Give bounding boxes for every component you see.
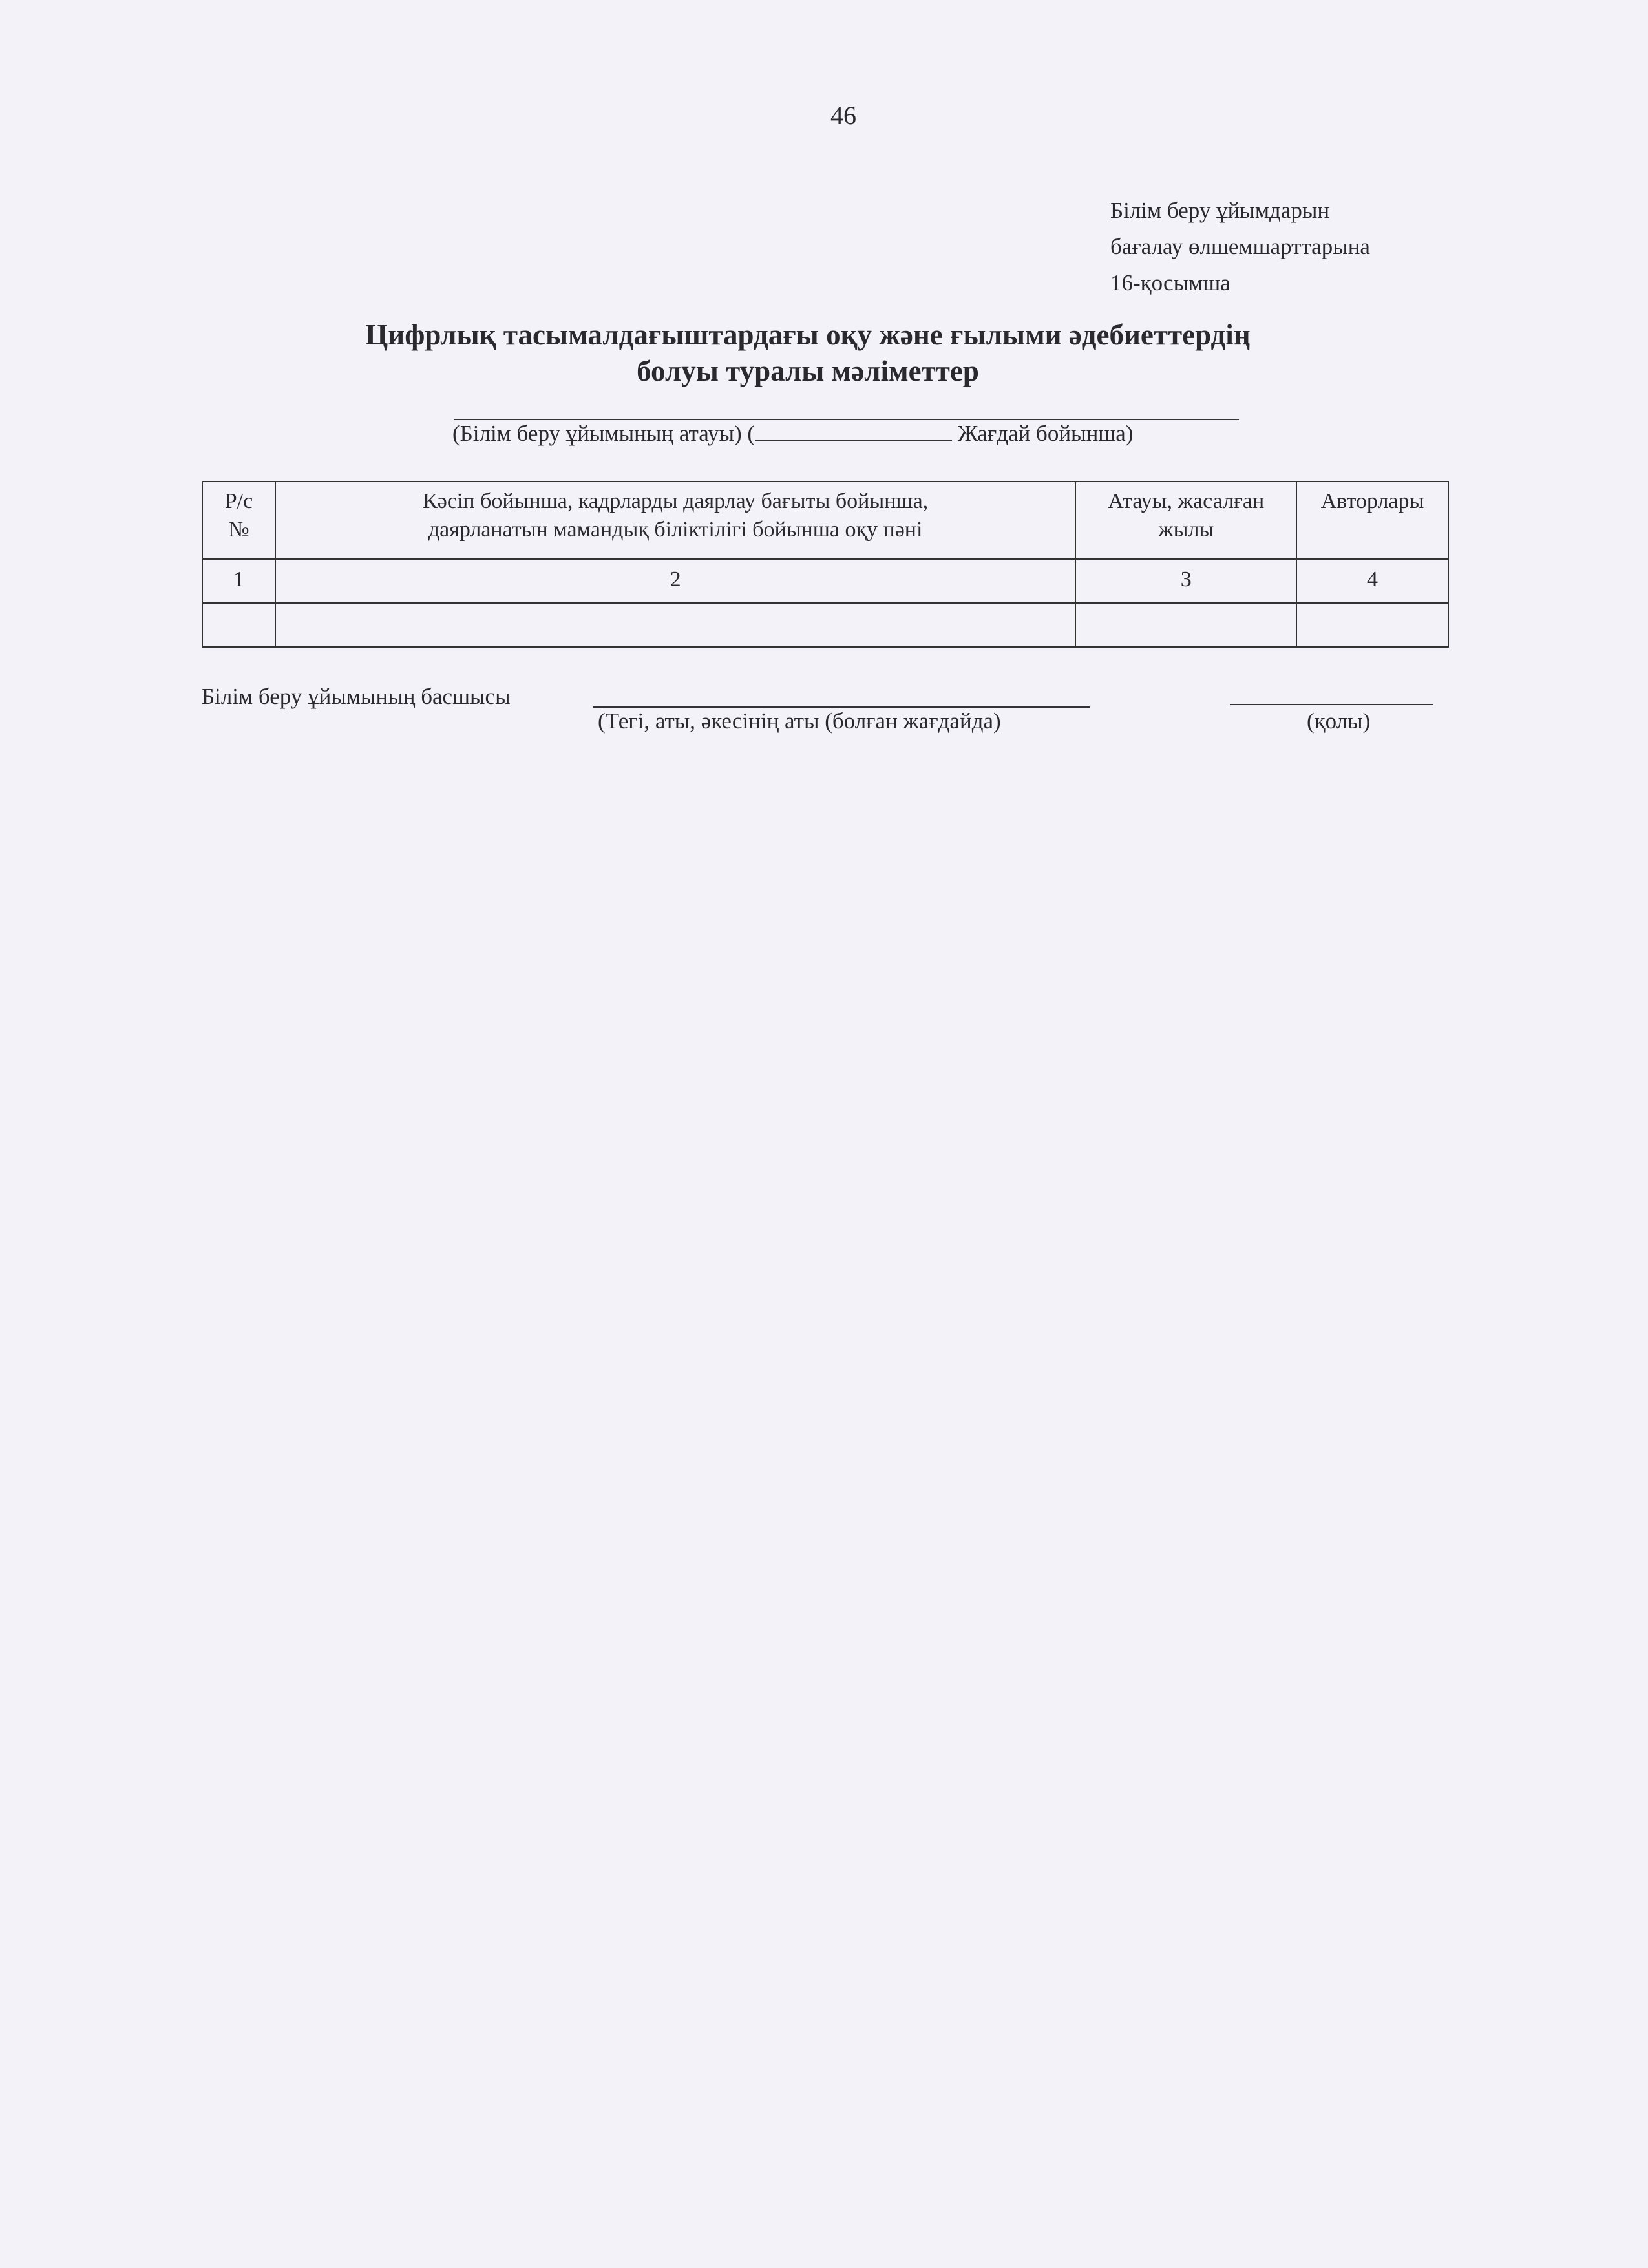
date-blank-line [755,421,952,441]
table-column-number-row [202,559,1448,603]
header-cell-title-year: Атауы, жасалған жылы [1075,482,1296,559]
header-cell-subject: Кәсіп бойынша, кадрларды даярлау бағыты бойынша, даярланатын мамандық біліктілігі бойынша оқу пәні [275,482,1075,559]
table-header-row [202,482,1448,559]
appendix-line-3: 16-қосымша [1110,270,1231,295]
appendix-note [1110,193,1370,301]
signature-blank-line [1230,704,1433,705]
org-name-blank-line [454,419,1239,420]
appendix-line-1: Білім беру ұйымдарын [1110,198,1330,223]
name-blank-line [593,706,1090,708]
literature-table [202,481,1449,648]
header-cell-number: Р/с № [202,482,275,559]
table-cell [275,603,1075,647]
table-cell [1075,603,1296,647]
column-number-cell: 1 [202,559,275,603]
org-caption [452,421,1133,447]
header-cell-authors: Авторлары [1296,482,1448,559]
title-line-1: Цифрлық тасымалдағыштардағы оқу және ғылыми әдебиеттердің [365,319,1251,351]
column-number-cell: 3 [1075,559,1296,603]
signature-caption: (қолы) [1307,708,1371,734]
table-row [202,603,1448,647]
column-number-cell: 4 [1296,559,1448,603]
page-number: 46 [830,101,856,130]
name-caption: (Тегі, аты, әкесінің аты (болған жағдайда) [598,708,1001,734]
org-caption-end: Жағдай бойынша) [952,421,1134,446]
table-cell [202,603,275,647]
table-cell [1296,603,1448,647]
head-signature-label: Білім беру ұйымының басшысы [202,684,511,709]
column-number-cell: 2 [275,559,1075,603]
appendix-line-2: бағалау өлшемшарттарына [1110,234,1370,259]
org-caption-start: (Білім беру ұйымының атауы) ( [452,421,755,446]
document-title [259,317,1357,389]
title-line-2: болуы туралы мәліметтер [637,355,979,387]
